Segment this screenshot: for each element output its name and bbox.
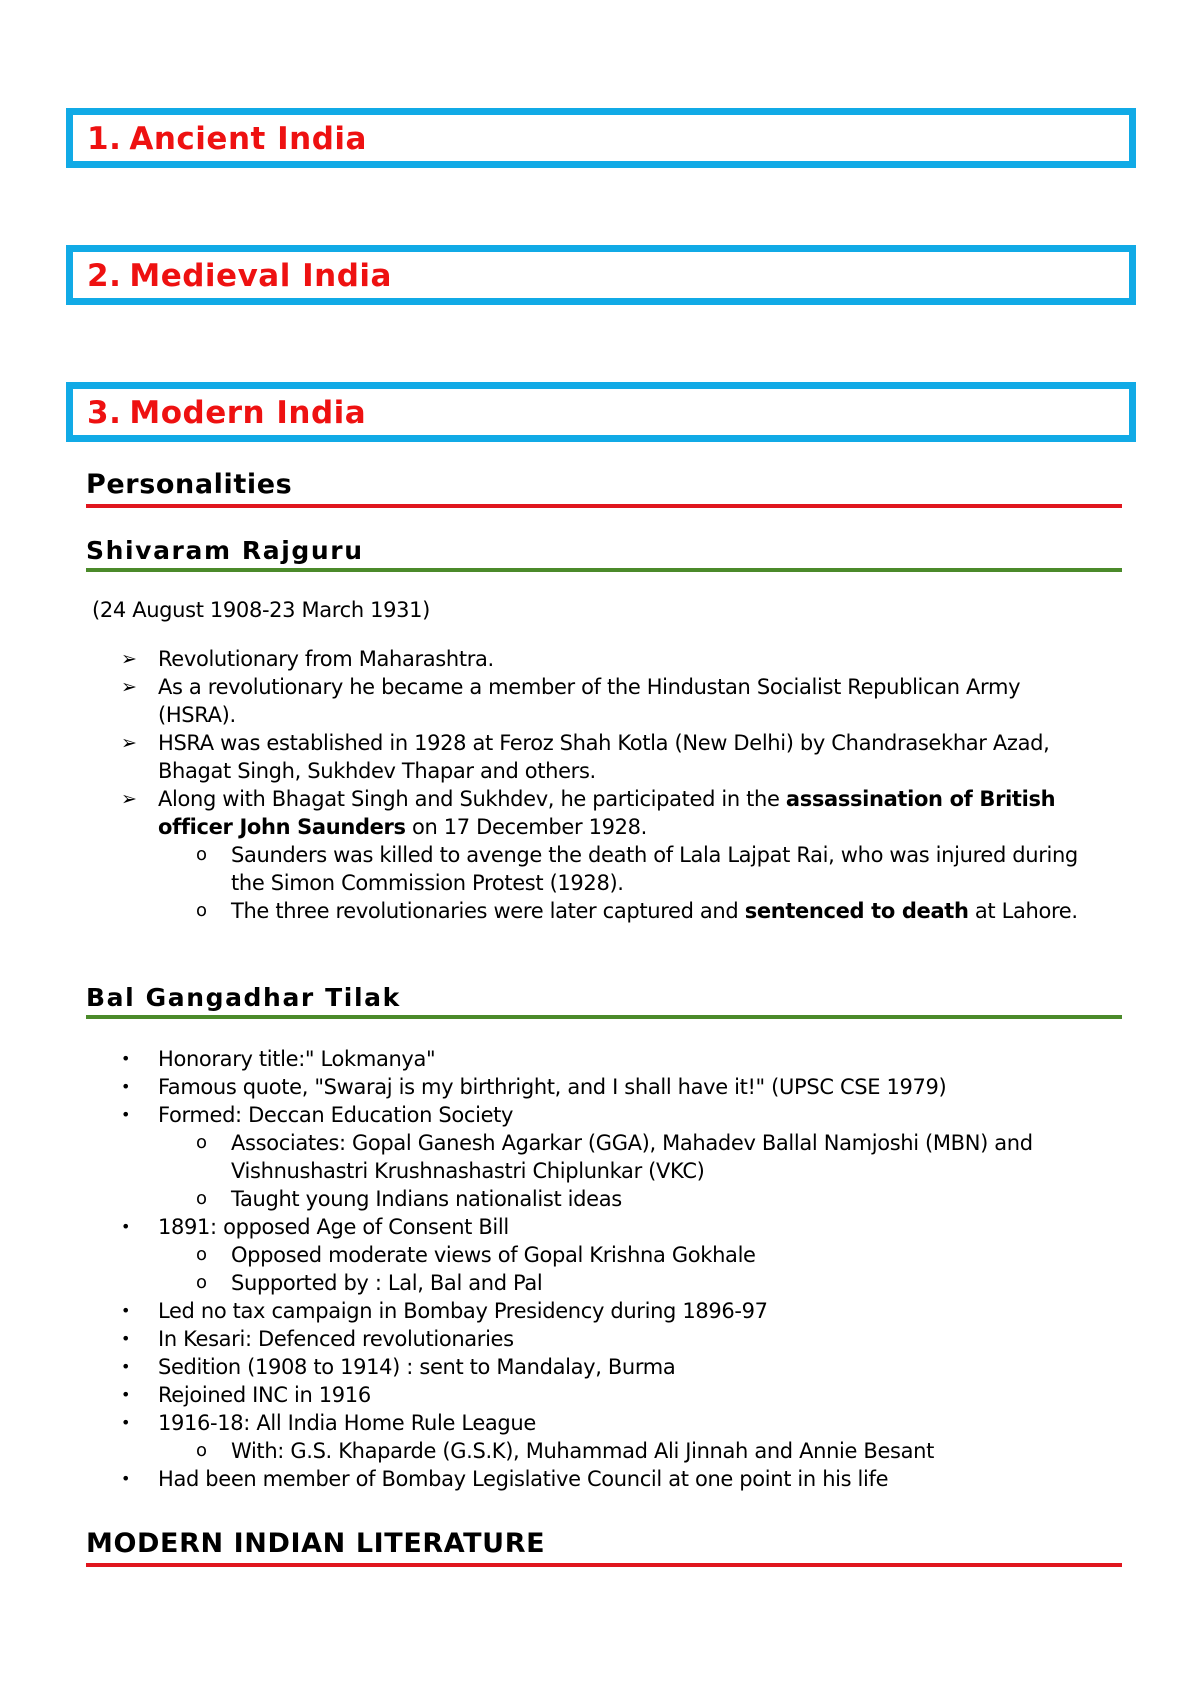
item-text: Had been member of Bombay Legislative Council at one point in his life: [158, 1467, 889, 1491]
rajguru-dates: (24 August 1908-23 March 1931): [92, 598, 430, 622]
item-text: The three revolutionaries were later captured and: [231, 899, 745, 923]
disc-bullet-icon: •: [121, 1469, 131, 1488]
arrow-bullet-icon: ➢: [121, 676, 137, 698]
disc-bullet-icon: •: [121, 1077, 131, 1096]
chapter-number: 2.: [87, 258, 122, 294]
circle-bullet-icon: o: [196, 844, 207, 865]
item-text: Led no tax campaign in Bombay Presidency during 1896-97: [158, 1299, 768, 1323]
item-text: With: G.S. Khaparde (G.S.K), Muhammad Ali Jinnah and Annie Besant: [231, 1439, 934, 1463]
arrow-bullet-icon: ➢: [121, 648, 137, 670]
circle-bullet-icon: o: [196, 900, 207, 921]
list-item: [0, 1045, 1098, 1073]
list-item: [0, 1101, 1098, 1129]
chapter-number: 1.: [87, 121, 122, 157]
disc-bullet-icon: •: [121, 1329, 131, 1348]
list-item: [0, 1213, 1098, 1241]
item-text: at Lahore.: [968, 899, 1078, 923]
item-text: Supported by : Lal, Bal and Pal: [231, 1271, 543, 1295]
disc-bullet-icon: •: [121, 1217, 131, 1236]
item-text: In Kesari: Defenced revolutionaries: [158, 1327, 514, 1351]
list-item: [0, 1409, 1098, 1437]
item-text: Honorary title:" Lokmanya": [158, 1047, 436, 1071]
item-text: As a revolutionary he became a member of the Hindustan Socialist Republican Army (HSRA).: [158, 675, 1021, 727]
chapter-ancient-india: [66, 108, 1136, 168]
disc-bullet-icon: •: [121, 1413, 131, 1432]
rajguru-list: [0, 645, 1200, 925]
disc-bullet-icon: •: [121, 1357, 131, 1376]
item-text: Revolutionary from Maharashtra.: [158, 647, 494, 671]
chapter-name: Modern India: [129, 395, 367, 431]
list-item: [0, 897, 1091, 925]
list-item: [0, 1353, 1098, 1381]
list-item: [0, 1269, 1091, 1297]
item-bold-text: sentenced to death: [744, 899, 969, 923]
item-text: Saunders was killed to avenge the death of Lala Lajpat Rai, who was injured during the Simon Commission Protest (1928).: [231, 843, 1078, 895]
tilak-heading: Bal Gangadhar Tilak: [86, 983, 1122, 1019]
circle-bullet-icon: o: [196, 1188, 207, 1209]
list-item: [0, 785, 1098, 841]
disc-bullet-icon: •: [121, 1385, 131, 1404]
item-text: HSRA was established in 1928 at Feroz Shah Kotla (New Delhi) by Chandrasekhar Azad, Bhagat Singh, Sukhdev Thapar and others.: [158, 731, 1050, 783]
disc-bullet-icon: •: [121, 1049, 131, 1068]
list-item: [0, 1185, 1091, 1213]
item-text: Sedition (1908 to 1914) : sent to Mandalay, Burma: [158, 1355, 676, 1379]
tilak-list: [0, 1045, 1200, 1493]
rajguru-heading: Shivaram Rajguru: [86, 536, 1122, 572]
list-item: [0, 1381, 1098, 1409]
item-text: Formed: Deccan Education Society: [158, 1103, 514, 1127]
chapter-name: Medieval India: [129, 258, 392, 294]
list-item: [0, 1465, 1098, 1493]
arrow-bullet-icon: ➢: [121, 788, 137, 810]
chapter-name: Ancient India: [129, 121, 367, 157]
circle-bullet-icon: o: [196, 1272, 207, 1293]
list-item: [0, 841, 1091, 897]
list-item: [0, 1073, 1098, 1101]
arrow-bullet-icon: ➢: [121, 732, 137, 754]
item-text: Along with Bhagat Singh and Sukhdev, he participated in the: [158, 787, 786, 811]
item-text: on 17 December 1928.: [405, 815, 647, 839]
item-bold-text: assassination of British officer John Saunders: [158, 787, 1056, 839]
list-item: [0, 1241, 1091, 1269]
chapter-medieval-india: [66, 245, 1136, 305]
list-item: [0, 729, 1098, 785]
item-text: Taught young Indians nationalist ideas: [231, 1187, 622, 1211]
circle-bullet-icon: o: [196, 1132, 207, 1153]
disc-bullet-icon: •: [121, 1301, 131, 1320]
chapter-number: 3.: [87, 395, 122, 431]
list-item: [0, 1129, 1091, 1185]
list-item: [0, 1325, 1098, 1353]
list-item: [0, 1297, 1098, 1325]
item-text: Famous quote, "Swaraj is my birthright, and I shall have it!" (UPSC CSE 1979): [158, 1075, 947, 1099]
item-text: Associates: Gopal Ganesh Agarkar (GGA), Mahadev Ballal Namjoshi (MBN) and Vishnushastri Krushnashastri Chiplunkar (VKC): [231, 1131, 1033, 1183]
literature-heading: MODERN INDIAN LITERATURE: [86, 1528, 1122, 1567]
item-text: Opposed moderate views of Gopal Krishna Gokhale: [231, 1243, 756, 1267]
list-item: [0, 1437, 1091, 1465]
list-item: [0, 673, 1098, 729]
chapter-modern-india: [66, 382, 1136, 442]
item-text: Rejoined INC in 1916: [158, 1383, 371, 1407]
item-text: 1916-18: All India Home Rule League: [158, 1411, 536, 1435]
list-item: [0, 645, 1098, 673]
chapter-title: [87, 395, 366, 431]
chapter-title: [87, 121, 367, 157]
chapter-title: [87, 258, 392, 294]
personalities-heading: Personalities: [86, 469, 1122, 508]
item-text: 1891: opposed Age of Consent Bill: [158, 1215, 509, 1239]
circle-bullet-icon: o: [196, 1244, 207, 1265]
disc-bullet-icon: •: [121, 1105, 131, 1124]
circle-bullet-icon: o: [196, 1440, 207, 1461]
